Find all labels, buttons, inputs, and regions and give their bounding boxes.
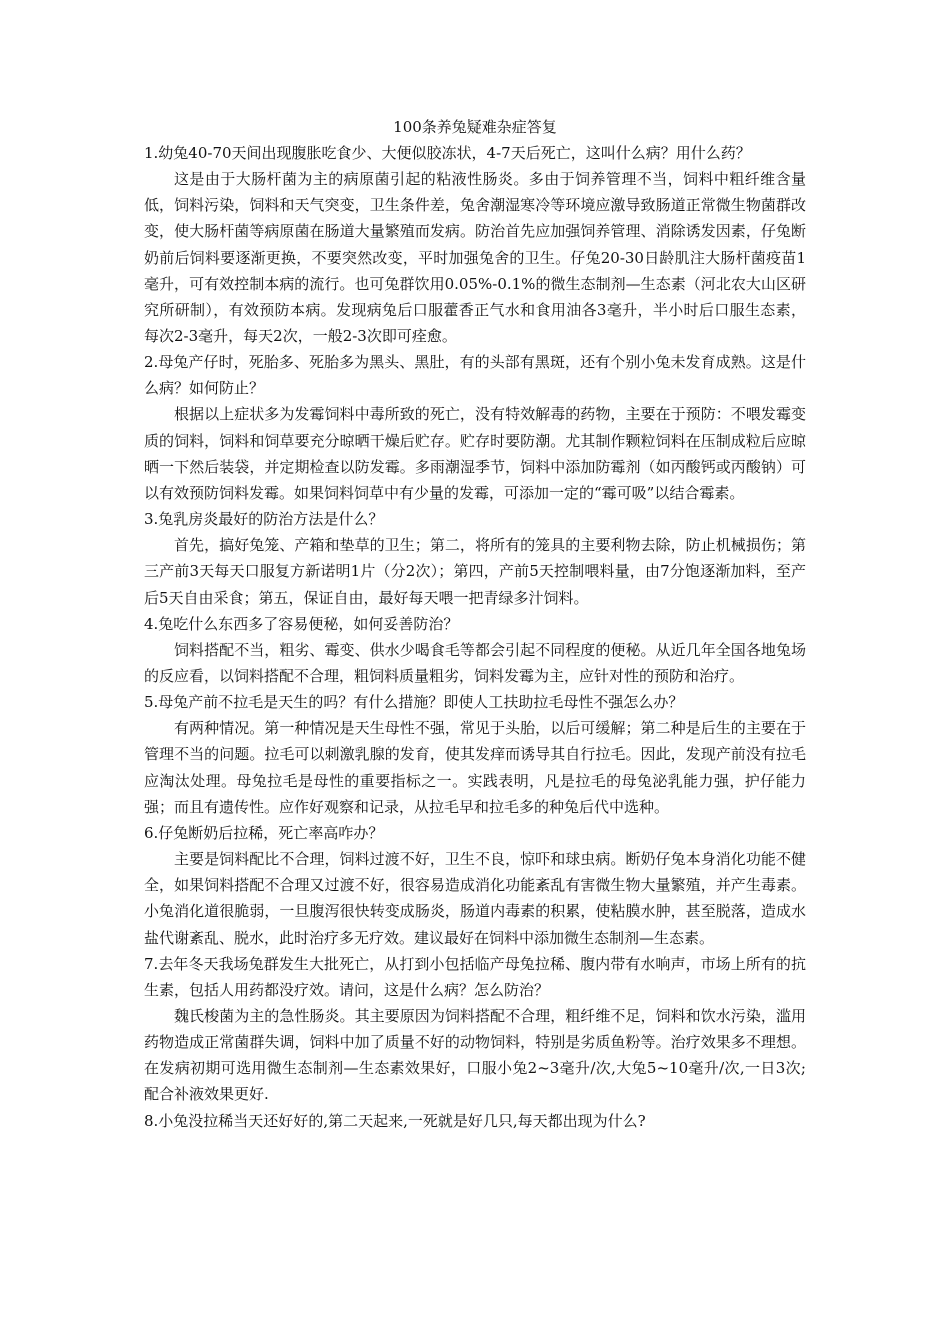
qa-item-2 bbox=[144, 349, 806, 506]
question-4: 4.兔吃什么东西多了容易便秘，如何妥善防治？ bbox=[144, 614, 459, 633]
qa-item-5 bbox=[144, 689, 806, 820]
answer-1: 这是由于大肠杆菌为主的病原菌引起的粘液性肠炎。多由于饲养管理不当，饲料中粗纤维含量低，饲料污染，饲料和天气突变，卫生条件差，兔舍潮湿寒冷等环境应激导致肠道正常微生物菌群改变，使大肠杆菌等病原菌在肠道大量繁殖而发病。防治首先应加强饲养管理、消除诱发因素，仔兔断奶前后饲料要逐渐更换，不要突然改变，平时加强兔舍的卫生。仔兔20-30日龄肌注大肠杆菌疫苗1毫升，可有效控制本病的流行。也可兔群饮用0.05%-0.1%的微生态制剂—生态素（河北农大山区研究所研制），有效预防本病。发现病兔后口服藿香正气水和食用油各3毫升，半小时后口服生态素，每次2-3毫升，每天2次，一般2-3次即可痊愈。 bbox=[144, 170, 806, 346]
document-title: 100条养兔疑难杂症答复 bbox=[393, 118, 557, 136]
qa-item-4 bbox=[144, 611, 806, 689]
question-2: 2.母兔产仔时，死胎多、死胎多为黑头、黑肚，有的头部有黑斑，还有个别小兔未发育成熟。这是什么病？如何防止？ bbox=[144, 353, 806, 398]
question-5: 5.母兔产前不拉毛是天生的吗？有什么措施？即使人工扶助拉毛母性不强怎么办？ bbox=[144, 693, 684, 712]
document-page bbox=[144, 114, 806, 1134]
question-7: 7.去年冬天我场兔群发生大批死亡，从打到小包括临产母兔拉稀、腹内带有水响声，市场上所有的抗生素，包括人用药都没疗效。请问，这是什么病？怎么防治？ bbox=[144, 954, 806, 999]
answer-5: 有两种情况。第一种情况是天生母性不强，常见于头胎，以后可缓解；第二种是后生的主要在于管理不当的问题。拉毛可以刺激乳腺的发育，使其发痒而诱导其自行拉毛。因此，发现产前没有拉毛应淘汰处理。母兔拉毛是母性的重要指标之一。实践表明，凡是拉毛的母兔泌乳能力强，护仔能力强；而且有遗传性。应作好观察和记录，从拉毛早和拉毛多的种兔后代中选种。 bbox=[144, 719, 806, 816]
answer-6: 主要是饲料配比不合理，饲料过渡不好，卫生不良，惊吓和球虫病。断奶仔兔本身消化功能不健全，如果饲料搭配不合理又过渡不好，很容易造成消化功能紊乱有害微生物大量繁殖，并产生毒素。小兔消化道很脆弱，一旦腹泻很快转变成肠炎，肠道内毒素的积累，使粘膜水肿，甚至脱落，造成水盐代谢紊乱、脱水，此时治疗多无疗效。建议最好在饲料中添加微生态制剂—生态素。 bbox=[144, 850, 806, 947]
qa-item-3 bbox=[144, 506, 806, 611]
question-3: 3.兔乳房炎最好的防治方法是什么？ bbox=[144, 510, 384, 529]
qa-item-8 bbox=[144, 1108, 806, 1134]
qa-item-6 bbox=[144, 820, 806, 951]
answer-2: 根据以上症状多为发霉饲料中毒所致的死亡，没有特效解毒的药物，主要在于预防：不喂发霉变质的饲料，饲料和饲草要充分晾晒干燥后贮存。贮存时要防潮。尤其制作颗粒饲料在压制成粒后应晾晒一下然后装袋，并定期检查以防发霉。多雨潮湿季节，饲料中添加防霉剂（如丙酸钙或丙酸钠）可以有效预防饲料发霉。如果饲料饲草中有少量的发霉，可添加一定的“霉可吸”以结合霉素。 bbox=[144, 405, 806, 503]
answer-4: 饲料搭配不当，粗劣、霉变、供水少喝食毛等都会引起不同程度的便秘。从近几年全国各地兔场的反应看，以饲料搭配不合理，粗饲料质量粗劣，饲料发霉为主，应针对性的预防和治疗。 bbox=[144, 640, 806, 686]
qa-item-7 bbox=[144, 951, 806, 1108]
question-8: 8.小兔没拉稀当天还好好的,第二天起来,一死就是好几只,每天都出现为什么? bbox=[144, 1111, 646, 1130]
question-6: 6.仔兔断奶后拉稀，死亡率高咋办？ bbox=[144, 824, 384, 843]
question-1: 1.幼兔40-70天间出现腹胀吃食少、大便似胶冻状，4-7天后死亡，这叫什么病？用什么药？ bbox=[144, 144, 751, 162]
answer-7: 魏氏梭菌为主的急性肠炎。其主要原因为饲料搭配不合理，粗纤维不足，饲料和饮水污染，滥用药物造成正常菌群失调，饲料中加了质量不好的动物饲料，特别是劣质鱼粉等。治疗效果多不理想。在发病初期可选用微生态制剂—生态素效果好，口服小兔2~3毫升/次,大兔5~10毫升/次,一日3次;配合补液效果更好. bbox=[144, 1006, 806, 1104]
qa-item-1 bbox=[144, 140, 806, 349]
answer-3: 首先，搞好兔笼、产箱和垫草的卫生；第二，将所有的笼具的主要利物去除，防止机械损伤；第三产前3天每天口服复方新诺明1片（分2次）；第四，产前5天控制喂料量，由7分饱逐渐加料，至产后5天自由采食；第五，保证自由，最好每天喂一把青绿多汁饲料。 bbox=[144, 536, 806, 607]
